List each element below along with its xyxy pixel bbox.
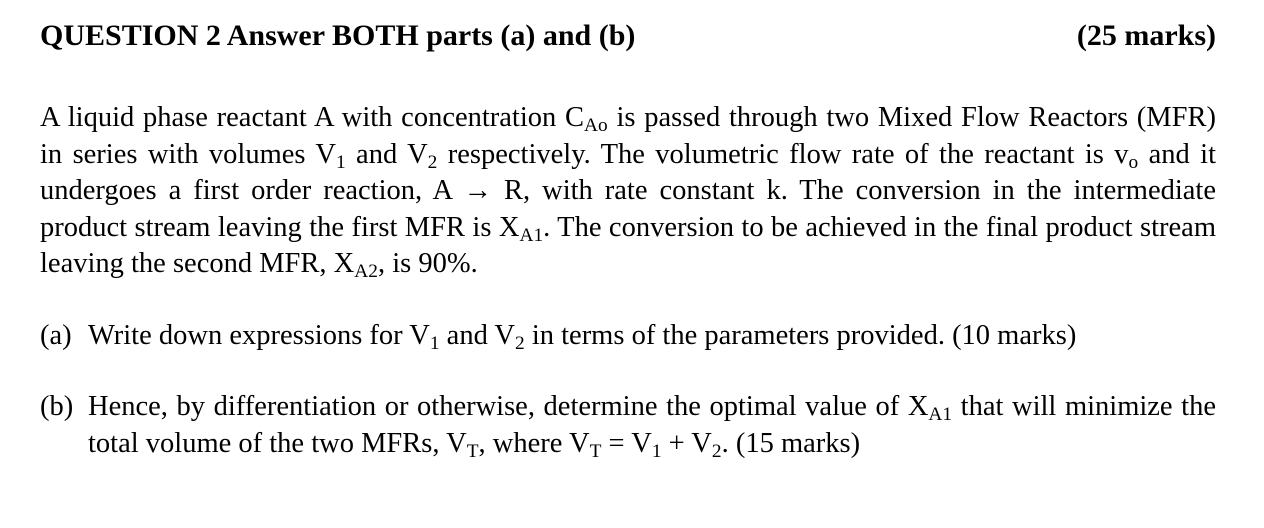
part-b-label: (b): [40, 390, 74, 422]
question-marks: (25 marks): [1076, 19, 1216, 52]
part-b-text: Hence, by differentiation or otherwise, determine the optimal value of $X_{A1}$ that will minimize the total volume of the two MFRs, $V_T$, where $V_T = V_1 + V_2$. (15 marks): [88, 390, 1216, 462]
part-a: [40, 317, 1216, 354]
part-b: [40, 388, 1216, 462]
question-header: [40, 14, 1216, 58]
question-title: QUESTION 2 Answer BOTH parts (a) and (b): [40, 19, 636, 52]
question-page: [40, 14, 1216, 462]
part-a-label: (a): [40, 319, 72, 351]
part-a-text: Write down expressions for $V_1$ and $V_2$ in terms of the parameters provided. (10 marks): [88, 319, 1077, 354]
problem-statement: A liquid phase reactant A with concentration $C_{Ao}$ is passed through two Mixed Flow Reactors (MFR) in series with volumes $V_1$ and $V_2$ respectively. The volumetric flow rate of the reactant is $v_o$ and it undergoes a first order reaction, A → R, with rate constant k. The conversion in the intermediate product stream leaving the first MFR is $X_{A1}$. The conversion to be achieved in the final product stream leaving the second MFR, $X_{A2}$, is 90%.: [40, 102, 1217, 282]
